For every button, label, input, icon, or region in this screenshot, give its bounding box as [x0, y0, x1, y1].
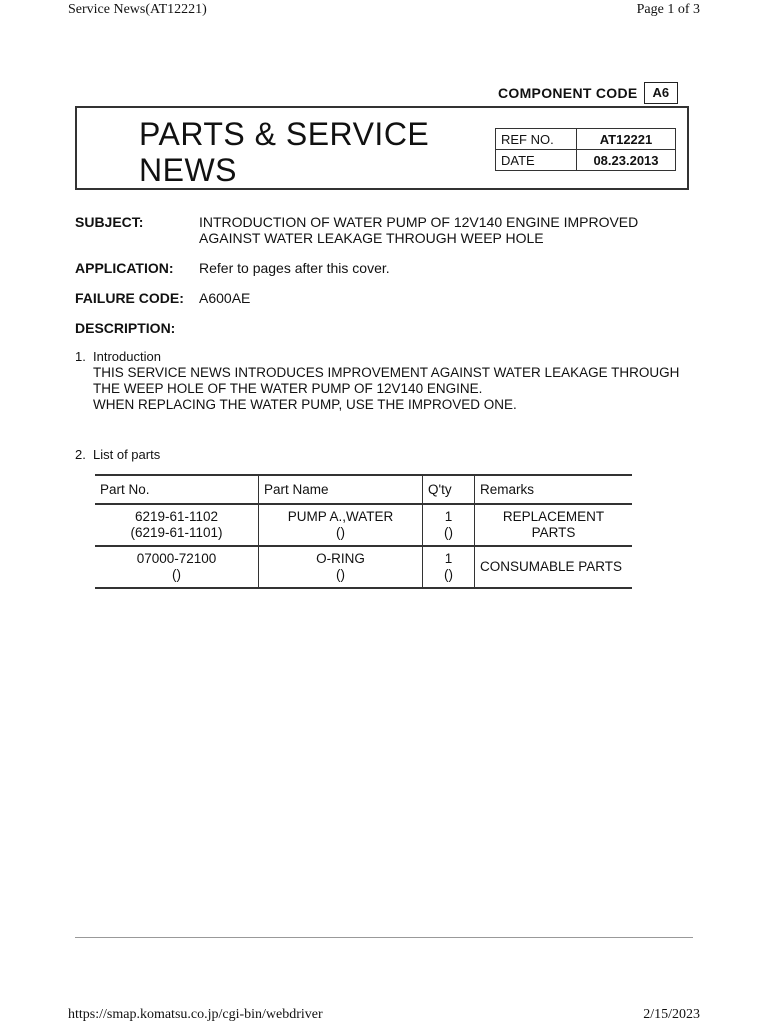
parts-table-header	[95, 475, 632, 504]
introduction-title: Introduction	[93, 349, 161, 364]
remarks-line: PARTS	[531, 525, 576, 540]
remarks-line: CONSUMABLE PARTS	[480, 559, 623, 574]
parts-title: List of parts	[93, 447, 161, 462]
col-qty: Q'ty	[423, 475, 475, 504]
qty-sub: ()	[444, 567, 453, 582]
col-remarks: Remarks	[475, 475, 633, 504]
title-box	[75, 106, 689, 190]
introduction-number: 1.	[75, 349, 86, 364]
qty-sub: ()	[444, 525, 453, 540]
ref-table	[495, 128, 676, 171]
print-page-indicator: Page 1 of 3	[636, 2, 700, 17]
part-no-sub: (6219-61-1101)	[130, 525, 223, 540]
part-no: 07000-72100	[136, 551, 217, 566]
part-no-sub: ()	[172, 567, 181, 582]
part-name-cell	[259, 504, 423, 546]
part-name-cell	[259, 546, 423, 588]
subject-label: SUBJECT:	[75, 214, 144, 230]
part-name-sub: ()	[336, 525, 345, 540]
print-footer-url: https://smap.komatsu.co.jp/cgi-bin/webdriver	[68, 1007, 323, 1022]
part-no: 6219-61-1102	[134, 509, 219, 524]
table-row	[95, 546, 632, 588]
description-label: DESCRIPTION:	[75, 320, 176, 336]
print-footer-date: 2/15/2023	[643, 1007, 700, 1022]
application-value: Refer to pages after this cover.	[199, 260, 390, 276]
part-no-cell	[95, 504, 259, 546]
print-header-title: Service News(AT12221)	[68, 2, 207, 17]
subject-line-1: INTRODUCTION OF WATER PUMP OF 12V140 ENGINE IMPROVED	[199, 214, 639, 230]
ref-no-value: AT12221	[577, 129, 676, 150]
component-code-value: A6	[644, 82, 679, 104]
introduction-line: WHEN REPLACING THE WATER PUMP, USE THE IMPROVED ONE.	[93, 397, 517, 412]
part-no-cell	[95, 546, 259, 588]
ref-no-label: REF NO.	[496, 129, 577, 150]
parts-number: 2.	[75, 447, 86, 462]
footer-divider	[75, 937, 693, 938]
qty: 1	[444, 509, 453, 524]
qty: 1	[444, 551, 453, 566]
component-code	[498, 82, 678, 104]
application-label: APPLICATION:	[75, 260, 174, 276]
introduction-line: THIS SERVICE NEWS INTRODUCES IMPROVEMENT AGAINST WATER LEAKAGE THROUGH	[93, 365, 680, 380]
failure-code-value: A600AE	[199, 290, 251, 306]
parts-table	[95, 474, 632, 589]
failure-code-label: FAILURE CODE:	[75, 290, 184, 306]
date-label: DATE	[496, 150, 577, 171]
component-code-label: COMPONENT CODE	[498, 85, 638, 101]
subject-line-2: AGAINST WATER LEAKAGE THROUGH WEEP HOLE	[199, 230, 544, 246]
remarks-line: REPLACEMENT	[502, 509, 605, 524]
page-title: PARTS & SERVICE NEWS	[139, 116, 430, 188]
introduction-line: THE WEEP HOLE OF THE WATER PUMP OF 12V140 ENGINE.	[93, 381, 483, 396]
remarks-cell	[475, 504, 633, 546]
col-part-no: Part No.	[100, 482, 150, 497]
qty-cell	[423, 504, 475, 546]
col-part-name: Part Name	[259, 475, 423, 504]
part-name-sub: ()	[336, 567, 345, 582]
part-name: O-RING	[316, 551, 365, 566]
part-name: PUMP A.,WATER	[287, 509, 394, 524]
qty-cell	[423, 546, 475, 588]
table-row	[95, 504, 632, 546]
remarks-cell	[475, 546, 633, 588]
date-value: 08.23.2013	[577, 150, 676, 171]
introduction-body	[93, 365, 679, 413]
